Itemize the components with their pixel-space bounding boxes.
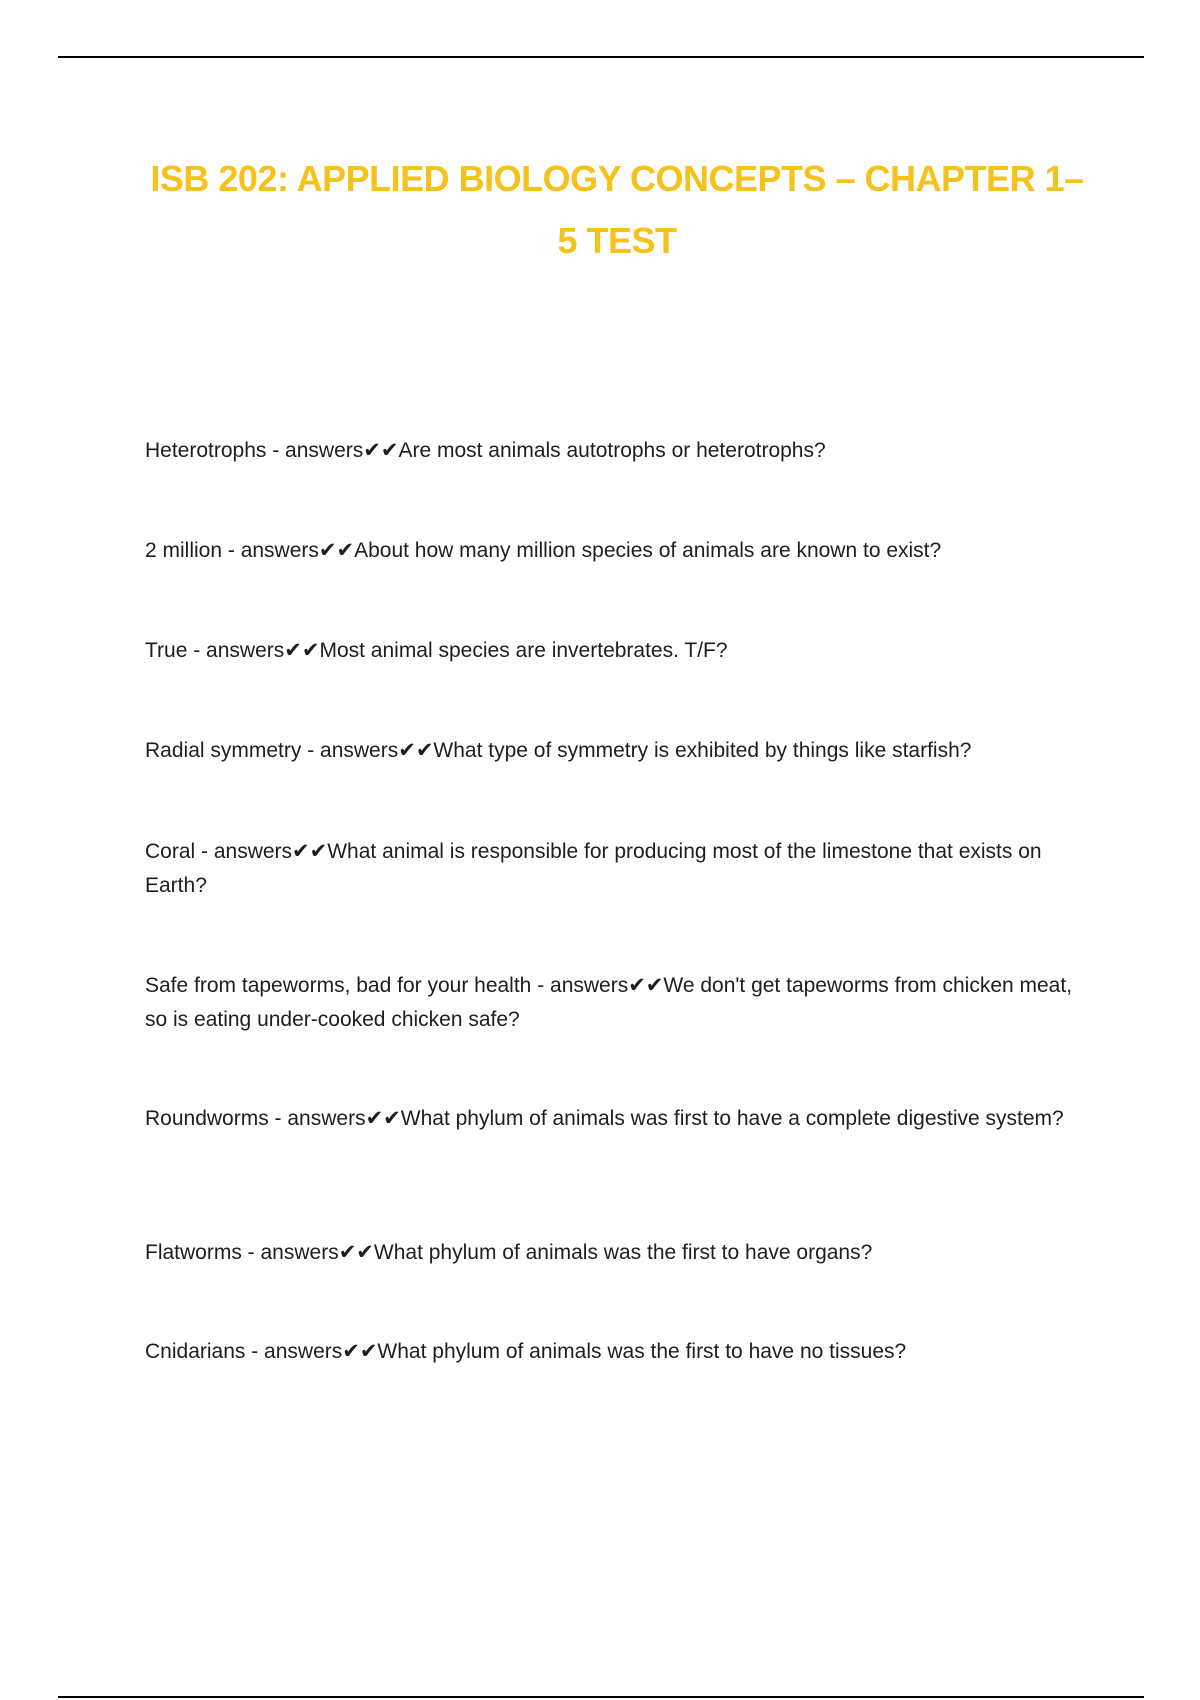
qa-item: Safe from tapeworms, bad for your health - answers✔✔We don't get tapeworms from chicken meat, so is eating under-cooked chicken safe? bbox=[145, 974, 1073, 1031]
qa-item: Flatworms - answers✔✔What phylum of animals was the first to have organs? bbox=[145, 1241, 873, 1264]
document-title: ISB 202: APPLIED BIOLOGY CONCEPTS – CHAPTER 1–5 TEST bbox=[150, 158, 1084, 261]
qa-item: Cnidarians - answers✔✔What phylum of animals was the first to have no tissues? bbox=[145, 1340, 907, 1363]
top-rule bbox=[58, 56, 1144, 58]
qa-item: Heterotrophs - answers✔✔Are most animals autotrophs or heterotrophs? bbox=[145, 439, 826, 462]
qa-item: Radial symmetry - answers✔✔What type of symmetry is exhibited by things like starfish? bbox=[145, 739, 972, 762]
qa-item: Coral - answers✔✔What animal is responsible for producing most of the limestone that exists on Earth? bbox=[145, 840, 1042, 897]
qa-item: Roundworms - answers✔✔What phylum of animals was first to have a complete digestive system? bbox=[145, 1107, 1064, 1130]
qa-item: 2 million - answers✔✔About how many million species of animals are known to exist? bbox=[145, 539, 942, 562]
qa-item: True - answers✔✔Most animal species are invertebrates. T/F? bbox=[145, 639, 728, 662]
bottom-rule bbox=[58, 1696, 1144, 1698]
